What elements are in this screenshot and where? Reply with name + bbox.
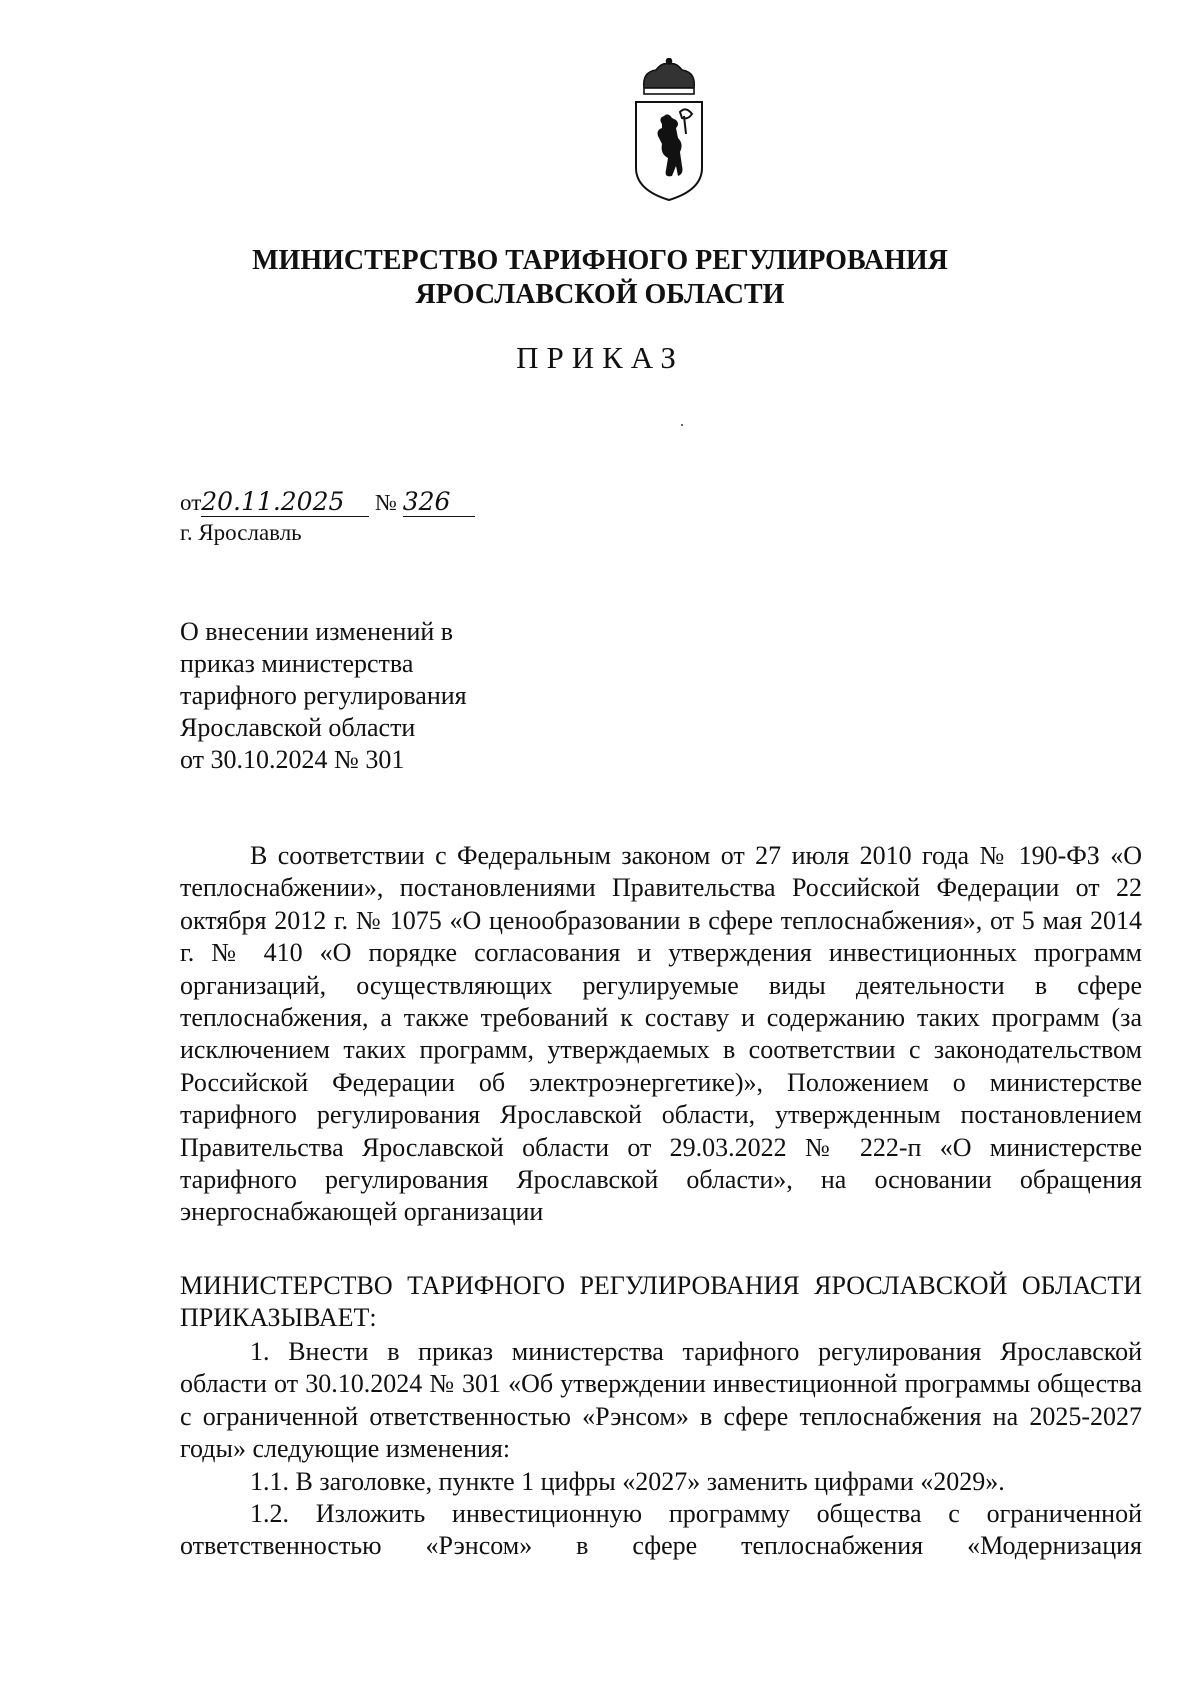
- item-1-1: 1.1. В заголовке, пункте 1 цифры «2027» заменить цифрами «2029».: [250, 1467, 1005, 1496]
- item-1: 1. Внести в приказ министерства тарифного регулирования Ярославской области от 30.10.2024 № 301 «Об утверждении инвестиционной программы общества с ограниченной ответственностью «Рэнсом» в сфере теплоснабжения на 2025-2027 годы» следующие изменения:: [180, 1337, 1142, 1464]
- handwritten-date: 20.11.2025: [201, 488, 369, 517]
- subject-line: приказ министерства: [180, 649, 414, 678]
- coat-of-arms-icon: [628, 58, 710, 203]
- date-number-line: [180, 488, 475, 518]
- order-phrase: МИНИСТЕРСТВО ТАРИФНОГО РЕГУЛИРОВАНИЯ ЯРОСЛАВСКОЙ ОБЛАСТИ ПРИКАЗЫВАЕТ:: [180, 1271, 1142, 1333]
- handwritten-number: 326: [403, 488, 475, 517]
- city: г. Ярославль: [180, 520, 302, 545]
- ministry-name-line2: ЯРОСЛАВСКОЙ ОБЛАСТИ: [415, 279, 785, 310]
- scan-speck: [681, 424, 683, 426]
- subject-line: О внесении изменений в: [180, 617, 454, 646]
- date-prefix: от: [180, 490, 202, 515]
- number-label: №: [375, 490, 397, 515]
- subject-line: от 30.10.2024 № 301: [180, 745, 405, 774]
- subject-block: [180, 616, 467, 776]
- subject-line: Ярославской области: [180, 713, 416, 742]
- preamble-paragraph: В соответствии с Федеральным законом от 27 июля 2010 года № 190-ФЗ «О теплоснабжении», постановлениями Правительства Российской Федерации от 22 октября 2012 г. № 1075 «О ценообразовании в сфере теплоснабжения», от 5 мая 2014 г. № 410 «О порядке согласования и утверждения инвестиционных программ организаций, осуществляющих регулируемые виды деятельности в сфере теплоснабжения, а также требований к составу и содержанию таких программ (за исключением таких программ, утверждаемых в соответствии с законодательством Российской Федерации об электроэнергетике)», Положением о министерстве тарифного регулирования Ярославской области, утвержденным постановлением Правительства Ярославской области от 29.03.2022 № 222-п «О министерстве тарифного регулирования Ярославской области», на основании обращения энергоснабжающей организации: [180, 841, 1142, 1227]
- item-1-2: 1.2. Изложить инвестиционную программу общества с ограниченной ответственностью «Рэнсом» в сфере теплоснабжения «Модернизация: [180, 1499, 1142, 1561]
- document-type: ПРИКАЗ: [516, 340, 684, 375]
- subject-line: тарифного регулирования: [180, 681, 467, 710]
- ministry-name-line1: МИНИСТЕРСТВО ТАРИФНОГО РЕГУЛИРОВАНИЯ: [252, 245, 948, 276]
